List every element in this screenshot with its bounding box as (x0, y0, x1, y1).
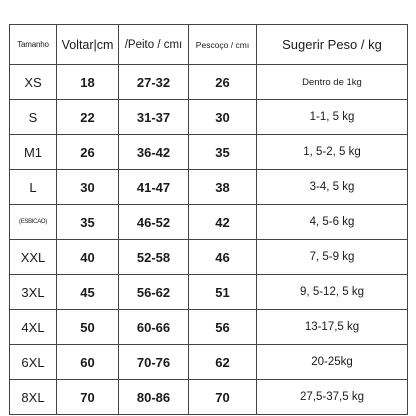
header-row (10, 25, 408, 65)
chest-cell: 41-47 (119, 170, 189, 205)
back-cell: 70 (57, 380, 119, 415)
back-cell: 40 (57, 240, 119, 275)
table-row (10, 310, 408, 345)
neck-cell: 26 (189, 65, 257, 100)
table-row (10, 205, 408, 240)
back-cell: 22 (57, 100, 119, 135)
chest-cell: 52-58 (119, 240, 189, 275)
weight-cell: 4, 5-6 kg (257, 205, 408, 240)
back-cell: 26 (57, 135, 119, 170)
weight-cell: 1-1, 5 kg (257, 100, 408, 135)
neck-cell: 70 (189, 380, 257, 415)
neck-cell: 56 (189, 310, 257, 345)
chest-cell: 36-42 (119, 135, 189, 170)
table-row (10, 65, 408, 100)
header-size: Tamanho (10, 25, 57, 65)
neck-cell: 38 (189, 170, 257, 205)
chest-cell: 70-76 (119, 345, 189, 380)
weight-cell: 9, 5-12, 5 kg (257, 275, 408, 310)
chest-cell: 31-37 (119, 100, 189, 135)
table-row (10, 170, 408, 205)
chest-cell: 27-32 (119, 65, 189, 100)
chest-cell: 80-86 (119, 380, 189, 415)
weight-cell: 20-25kg (257, 345, 408, 380)
table-row (10, 240, 408, 275)
size-cell: L (10, 170, 57, 205)
weight-cell: 13-17,5 kg (257, 310, 408, 345)
weight-cell: 3-4, 5 kg (257, 170, 408, 205)
back-cell: 18 (57, 65, 119, 100)
neck-cell: 30 (189, 100, 257, 135)
size-cell: S (10, 100, 57, 135)
weight-cell: 1, 5-2, 5 kg (257, 135, 408, 170)
chest-cell: 56-62 (119, 275, 189, 310)
neck-cell: 35 (189, 135, 257, 170)
header-chest: /Peito / cmı (119, 25, 189, 65)
weight-cell: 7, 5-9 kg (257, 240, 408, 275)
size-cell: 8XL (10, 380, 57, 415)
header-back: Voltar|cm (57, 25, 119, 65)
back-cell: 50 (57, 310, 119, 345)
size-cell: (ESBICAO) (10, 205, 57, 240)
neck-cell: 42 (189, 205, 257, 240)
size-cell: 4XL (10, 310, 57, 345)
back-cell: 60 (57, 345, 119, 380)
size-cell: M1 (10, 135, 57, 170)
neck-cell: 51 (189, 275, 257, 310)
back-cell: 45 (57, 275, 119, 310)
neck-cell: 46 (189, 240, 257, 275)
size-chart-table (9, 24, 408, 415)
header-neck: Pescoço / cmı (189, 25, 257, 65)
weight-cell: Dentro de 1kg (257, 65, 408, 100)
size-cell: 3XL (10, 275, 57, 310)
back-cell: 35 (57, 205, 119, 240)
table-row (10, 135, 408, 170)
chest-cell: 46-52 (119, 205, 189, 240)
back-cell: 30 (57, 170, 119, 205)
weight-cell: 27,5-37,5 kg (257, 380, 408, 415)
size-cell: 6XL (10, 345, 57, 380)
table-row (10, 275, 408, 310)
table-row (10, 100, 408, 135)
size-cell: XXL (10, 240, 57, 275)
table-row (10, 345, 408, 380)
header-weight: Sugerir Peso / kg (257, 25, 408, 65)
table-row (10, 380, 408, 415)
neck-cell: 62 (189, 345, 257, 380)
chest-cell: 60-66 (119, 310, 189, 345)
size-cell: XS (10, 65, 57, 100)
